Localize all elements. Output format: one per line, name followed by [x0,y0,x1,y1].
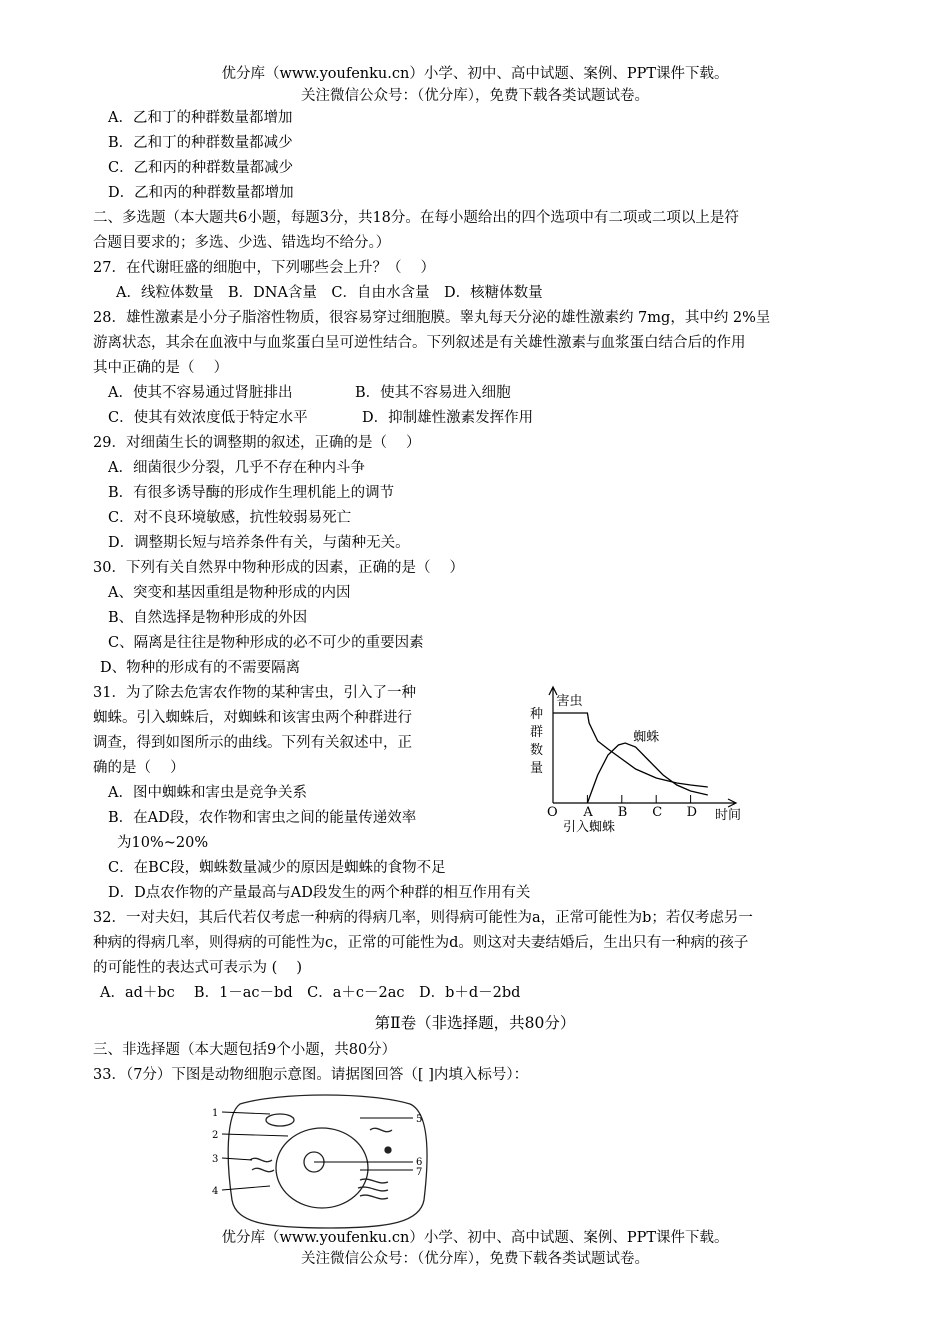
x-tick-label-D: D [686,805,698,820]
q31-line-3: 调查，得到如图所示的曲线。下列有关叙述中，正 [93,735,412,751]
x-tick-label-C: C [652,805,663,820]
q31-option-d: D．D点农作物的产量最高与AD段发生的两个种群的相互作用有关 [108,885,531,901]
golgi-apparatus [358,1179,388,1199]
cell-label-2: 2 [212,1130,219,1141]
footer-line-2: 关注微信公众号：（优分库），免费下载各类试题试卷。 [301,1251,649,1267]
cell-label-6: 6 [416,1157,423,1168]
q28-line-3: 其中正确的是（ ） [93,360,229,376]
q32-options: A．ad＋bc B．1－ac－bd C．a＋c－2ac D．b＋d－2bd [100,985,521,1001]
q31-line-2: 蜘蛛。引入蜘蛛后，对蜘蛛和该害虫两个种群进行 [93,710,412,726]
centriole [385,1147,391,1153]
cell-label-5: 5 [416,1114,423,1125]
series-line-0 [553,713,708,787]
series-label-1: 蜘蛛 [633,730,660,745]
q26-option-b: B．乙和丁的种群数量都减少 [108,135,293,151]
q33-stem: 33．（7分）下图是动物细胞示意图。请据图回答（[ ]内填入标号）： [93,1067,529,1083]
series-label-0: 害虫 [556,694,583,709]
q32-line-2: 种病的得病几率，则得病的可能性为c，正常的可能性为d。则这对夫妻结婚后，生出只有一种病的孩子 [93,935,749,951]
cell-label-7: 7 [416,1167,423,1178]
q32-line-1: 32．一对夫妇，其后代若仅考虑一种病的得病几率，则得病可能性为a，正常可能性为b；若仅考虑另一 [93,910,753,926]
q31-population-chart [520,685,760,840]
q27-stem: 27．在代谢旺盛的细胞中，下列哪些会上升？（ ） [93,260,436,276]
y-label-char-2: 群 [530,725,544,740]
q30-option-a: A、突变和基因重组是物种形成的内因 [108,585,351,601]
q26-option-c: C．乙和丙的种群数量都减少 [108,160,294,176]
q28-option-a: A．使其不容易通过肾脏排出 [108,385,293,401]
q29-option-c: C．对不良环境敏感，抗性较弱易死亡 [108,510,352,526]
annotation-label: 引入蜘蛛 [563,820,616,835]
endoplasmic-reticulum [250,1128,392,1171]
x-tick-label-A: A [583,805,593,820]
q26-option-d: D．乙和丙的种群数量都增加 [108,185,294,201]
q30-option-d: D、物种的形成有的不需要隔离 [100,660,301,676]
part2-title: 第Ⅱ卷（非选择题，共80分） [374,1014,576,1032]
q28-option-c: C．使其有效浓度低于特定水平 [108,410,308,426]
mitochondrion [266,1114,294,1126]
footer-line-1: 优分库（www.youfenku.cn）小学、初中、高中试题、案例、PPT课件下载。 [221,1230,729,1246]
y-label-char-4: 量 [530,761,544,776]
cell-label-3: 3 [212,1154,219,1165]
q31-option-b-2: 为10%~20% [117,835,209,851]
q32-line-3: 的可能性的表达式可表示为 ( ) [93,960,303,976]
x-tick-label-B: B [617,805,628,820]
animal-cell-diagram [210,1090,440,1230]
series-line-1 [587,743,707,803]
section2-line-2: 合题目要求的；多选、少选、错选均不给分。） [93,235,391,251]
q30-stem: 30．下列有关自然界中物种形成的因素，正确的是（ ） [93,560,465,576]
q30-option-b: B、自然选择是物种形成的外因 [108,610,308,626]
section2-line-1: 二、多选题（本大题共6小题，每题3分，共18分。在每小题给出的四个选项中有二项或二项以上是符 [93,210,739,226]
q30-option-c: C、隔离是往往是物种形成的必不可少的重要因素 [108,635,424,651]
q29-stem: 29．对细菌生长的调整期的叙述，正确的是（ ） [93,435,421,451]
q26-option-a: A．乙和丁的种群数量都增加 [108,110,293,126]
header-line-2: 关注微信公众号：（优分库），免费下载各类试题试卷。 [301,88,649,104]
q31-line-1: 31．为了除去危害农作物的某种害虫，引入了一种 [93,685,416,701]
q31-option-c: C．在BC段，蜘蛛数量减少的原因是蜘蛛的食物不足 [108,860,446,876]
q28-option-b: B．使其不容易进入细胞 [355,385,511,401]
q28-option-d: D．抑制雄性激素发挥作用 [362,410,534,426]
x-axis-label: 时间 [715,808,742,823]
section3-heading: 三、非选择题（本大题包括9个小题，共80分） [93,1042,397,1058]
q31-option-a: A．图中蜘蛛和害虫是竞争关系 [108,785,307,801]
cell-label-1: 1 [212,1108,219,1119]
cell-label-4: 4 [212,1186,219,1197]
q29-option-a: A．细菌很少分裂，几乎不存在种内斗争 [108,460,365,476]
y-label-char-1: 种 [530,707,544,722]
q29-option-b: B．有很多诱导酶的形成作生理机能上的调节 [108,485,395,501]
header-line-1: 优分库（www.youfenku.cn）小学、初中、高中试题、案例、PPT课件下载。 [221,66,729,82]
q31-line-4: 确的是（ ） [93,760,185,776]
q28-line-1: 28．雄性激素是小分子脂溶性物质，很容易穿过细胞膜。睾丸每天分泌的雄性激素约 7mg，其中约 2%呈 [93,310,771,326]
x-tick-label-O: O [547,805,558,820]
y-label-char-3: 数 [530,743,544,758]
q27-options: A．线粒体数量 B．DNA含量 C．自由水含量 D．核糖体数量 [116,285,543,301]
q31-option-b-1: B．在AD段，农作物和害虫之间的能量传递效率 [108,810,417,826]
q28-line-2: 游离状态，其余在血液中与血浆蛋白呈可逆性结合。下列叙述是有关雄性激素与血浆蛋白结合后的作用 [93,335,746,351]
q29-option-d: D．调整期长短与培养条件有关，与菌种无关。 [108,535,410,551]
